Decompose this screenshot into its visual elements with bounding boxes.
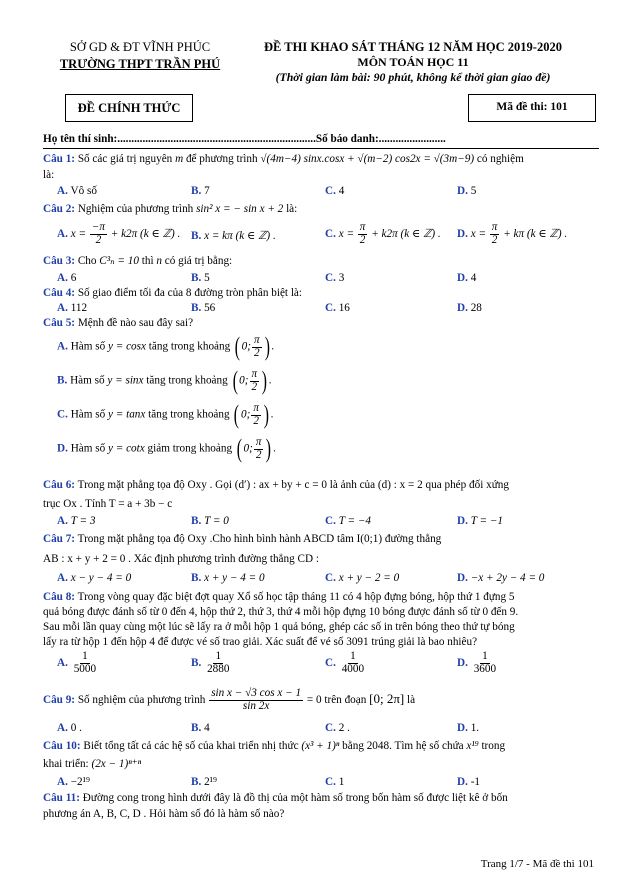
question-8-line-2: quả bóng được đánh số từ 0 đến 4, hộp thứ 2, thứ 3, thứ 4 mỗi hộp đựng 10 bóng được đánh số từ 0 đến 9. — [43, 606, 519, 618]
q7-option-b[interactable]: B. x + y − 4 = 0 — [191, 572, 265, 584]
question-11: Câu 11: Đường cong trong hình dưới đây là đồ thị của một hàm số trong bốn hàm số được liệt kê ở bốn — [43, 792, 508, 804]
q4-option-a[interactable]: A. 112 — [57, 302, 88, 314]
q6-option-c[interactable]: C. T = −4 — [325, 515, 371, 527]
q7-option-d[interactable]: D. −x + 2y − 4 = 0 — [457, 572, 545, 584]
q8-option-b[interactable]: B. $\frac{1}{2880}$ — [191, 650, 230, 675]
q6-option-a[interactable]: A. T = 3 — [57, 515, 96, 527]
q2-option-d[interactable]: D. x = $\frac{\pi}{2}$ + kπ (k ∈ ℤ) . — [457, 221, 568, 246]
q5-option-d[interactable]: D. Hàm số y = cotx giảm trong khoảng ( 0; $\frac{\pi}{2}$ ) . — [57, 434, 276, 463]
time-note: (Thời gian làm bài: 90 phút, không kể thời gian giao đề) — [275, 70, 551, 84]
divider — [43, 148, 599, 149]
question-4: Câu 4: Số giao điểm tối đa của 8 đường tròn phân biệt là: — [43, 287, 302, 299]
question-5: Câu 5: Mệnh đề nào sau đây sai? — [43, 317, 194, 329]
question-7: Câu 7: Trong mặt phẳng tọa độ Oxy .Cho hình bình hành ABCD tâm I(0;1) đường thẳng — [43, 533, 442, 545]
q9-option-a[interactable]: A. 0 . — [57, 722, 82, 734]
question-1-cont: là: — [43, 169, 55, 181]
q9-option-d[interactable]: D. 1. — [457, 722, 480, 734]
question-10: Câu 10: Biết tổng tất cả các hệ số của khai triển nhị thức (x³ + 1)ⁿ bằng 2048. Tìm hệ số chứa x¹⁹ trong — [43, 740, 506, 752]
q7-option-a[interactable]: A. x − y − 4 = 0 — [57, 572, 132, 584]
q9-option-b[interactable]: B. 4 — [191, 722, 210, 734]
q8-option-c[interactable]: C. $\frac{1}{4000}$ — [325, 650, 365, 675]
dept-name: SỞ GD & ĐT VĨNH PHÚC — [69, 40, 211, 54]
q1-option-c[interactable]: C. 4 — [325, 185, 345, 197]
q1-option-b[interactable]: B. 7 — [191, 185, 210, 197]
q8-option-d[interactable]: D. $\frac{1}{3600}$ — [457, 650, 497, 675]
q4-option-c[interactable]: C. 16 — [325, 302, 350, 314]
q5-option-c[interactable]: C. Hàm số y = tanx tăng trong khoảng ( 0; $\frac{\pi}{2}$ ) . — [57, 400, 274, 429]
q6-option-b[interactable]: B. T = 0 — [191, 515, 229, 527]
question-3: Câu 3: Cho C³ₙ = 10 thì n có giá trị bằng: — [43, 255, 233, 267]
q2-option-c[interactable]: C. x = $\frac{\pi}{2}$ + k2π (k ∈ ℤ) . — [325, 221, 441, 246]
student-info-line: Họ tên thí sinh:.......................................................................Số báo danh:........................ — [43, 133, 446, 145]
q1-option-a[interactable]: A. Vô số — [57, 185, 97, 197]
question-8-line-4: lấy ra từ hộp 1 đến hộp 4 để được vé số trao giải. Xác suất để vé số 3091 trúng giải là bao nhiêu? — [43, 636, 478, 648]
q4-option-b[interactable]: B. 56 — [191, 302, 216, 314]
q5-option-a[interactable]: A. Hàm số y = cosx tăng trong khoảng ( 0; $\frac{\pi}{2}$ ) . — [57, 332, 275, 361]
school-name: TRƯỜNG THPT TRẦN PHÚ — [59, 57, 221, 71]
q10-option-b[interactable]: B. 2¹⁹ — [191, 776, 217, 788]
question-11-cont: phương án A, B, C, D . Hỏi hàm số đó là hàm số nào? — [43, 808, 285, 820]
exam-title: ĐỀ THI KHAO SÁT THÁNG 12 NĂM HỌC 2019-2020 — [264, 40, 562, 54]
question-9: Câu 9: Số nghiệm của phương trình $\frac{\text{sin x − √3 cos x − 1}}{\sin 2x}$ = 0 trên đoạn [0; 2π] là — [43, 687, 416, 712]
q9-option-c[interactable]: C. 2 . — [325, 722, 350, 734]
exam-code-box: Mã đề thi: 101 — [468, 94, 596, 122]
q10-option-a[interactable]: A. −2¹⁹ — [57, 776, 90, 788]
q1-option-d[interactable]: D. 5 — [457, 185, 477, 197]
q4-option-d[interactable]: D. 28 — [457, 302, 482, 314]
question-6-cont: trục Ox . Tính T = a + 3b − c — [43, 498, 173, 510]
question-6: Câu 6: Trong mặt phẳng tọa độ Oxy . Gọi (d′) : ax + by + c = 0 là ảnh của (d) : x = 2 qua phép đối xứng — [43, 479, 509, 491]
q10-option-d[interactable]: D. -1 — [457, 776, 481, 788]
question-1: Câu 1: Số các giá trị nguyên m để phương trình √(4m−4) sinx.cosx + √(m−2) cos2x = √(3m−9) có nghiệm — [43, 153, 524, 165]
question-7-cont: AB : x + y + 2 = 0 . Xác định phương trình đường thẳng CD : — [43, 553, 319, 565]
q10-option-c[interactable]: C. 1 — [325, 776, 345, 788]
q5-option-b[interactable]: B. Hàm số y = sinx tăng trong khoảng ( 0; $\frac{\pi}{2}$ ) . — [57, 366, 272, 395]
q6-option-d[interactable]: D. T = −1 — [457, 515, 503, 527]
question-8-line-3: Sau mỗi lần quay cùng một lúc sẽ lấy ra ở mỗi hộp 1 quả bóng, ghép các số in trên bóng theo thứ tự bóng — [43, 621, 515, 633]
q7-option-c[interactable]: C. x + y − 2 = 0 — [325, 572, 400, 584]
question-2: Câu 2: Nghiệm của phương trình sin² x = − sin x + 2 là: — [43, 203, 298, 215]
q2-option-a[interactable]: A. x = $\frac{-\pi}{2}$ + k2π (k ∈ ℤ) . — [57, 221, 181, 246]
q3-option-b[interactable]: B. 5 — [191, 272, 210, 284]
subject: MÔN TOÁN HỌC 11 — [357, 55, 469, 69]
q3-option-a[interactable]: A. 6 — [57, 272, 77, 284]
q8-option-a[interactable]: A. $\frac{1}{5000}$ — [57, 650, 97, 675]
question-8: Câu 8: Trong vòng quay đặc biệt đợt quay Xổ số học tập tháng 11 có 4 hộp đựng bóng, hộp thứ 1 đựng 5 — [43, 591, 515, 603]
official-box: ĐỀ CHÍNH THỨC — [65, 94, 193, 122]
question-10-cont: khai triển: (2x − 1)ⁿ⁺ⁿ — [43, 758, 142, 770]
q3-option-d[interactable]: D. 4 — [457, 272, 477, 284]
page-footer: Trang 1/7 - Mã đề thi 101 — [480, 858, 594, 870]
q3-option-c[interactable]: C. 3 — [325, 272, 345, 284]
q2-option-b[interactable]: B. x = kπ (k ∈ ℤ) . — [191, 230, 276, 242]
